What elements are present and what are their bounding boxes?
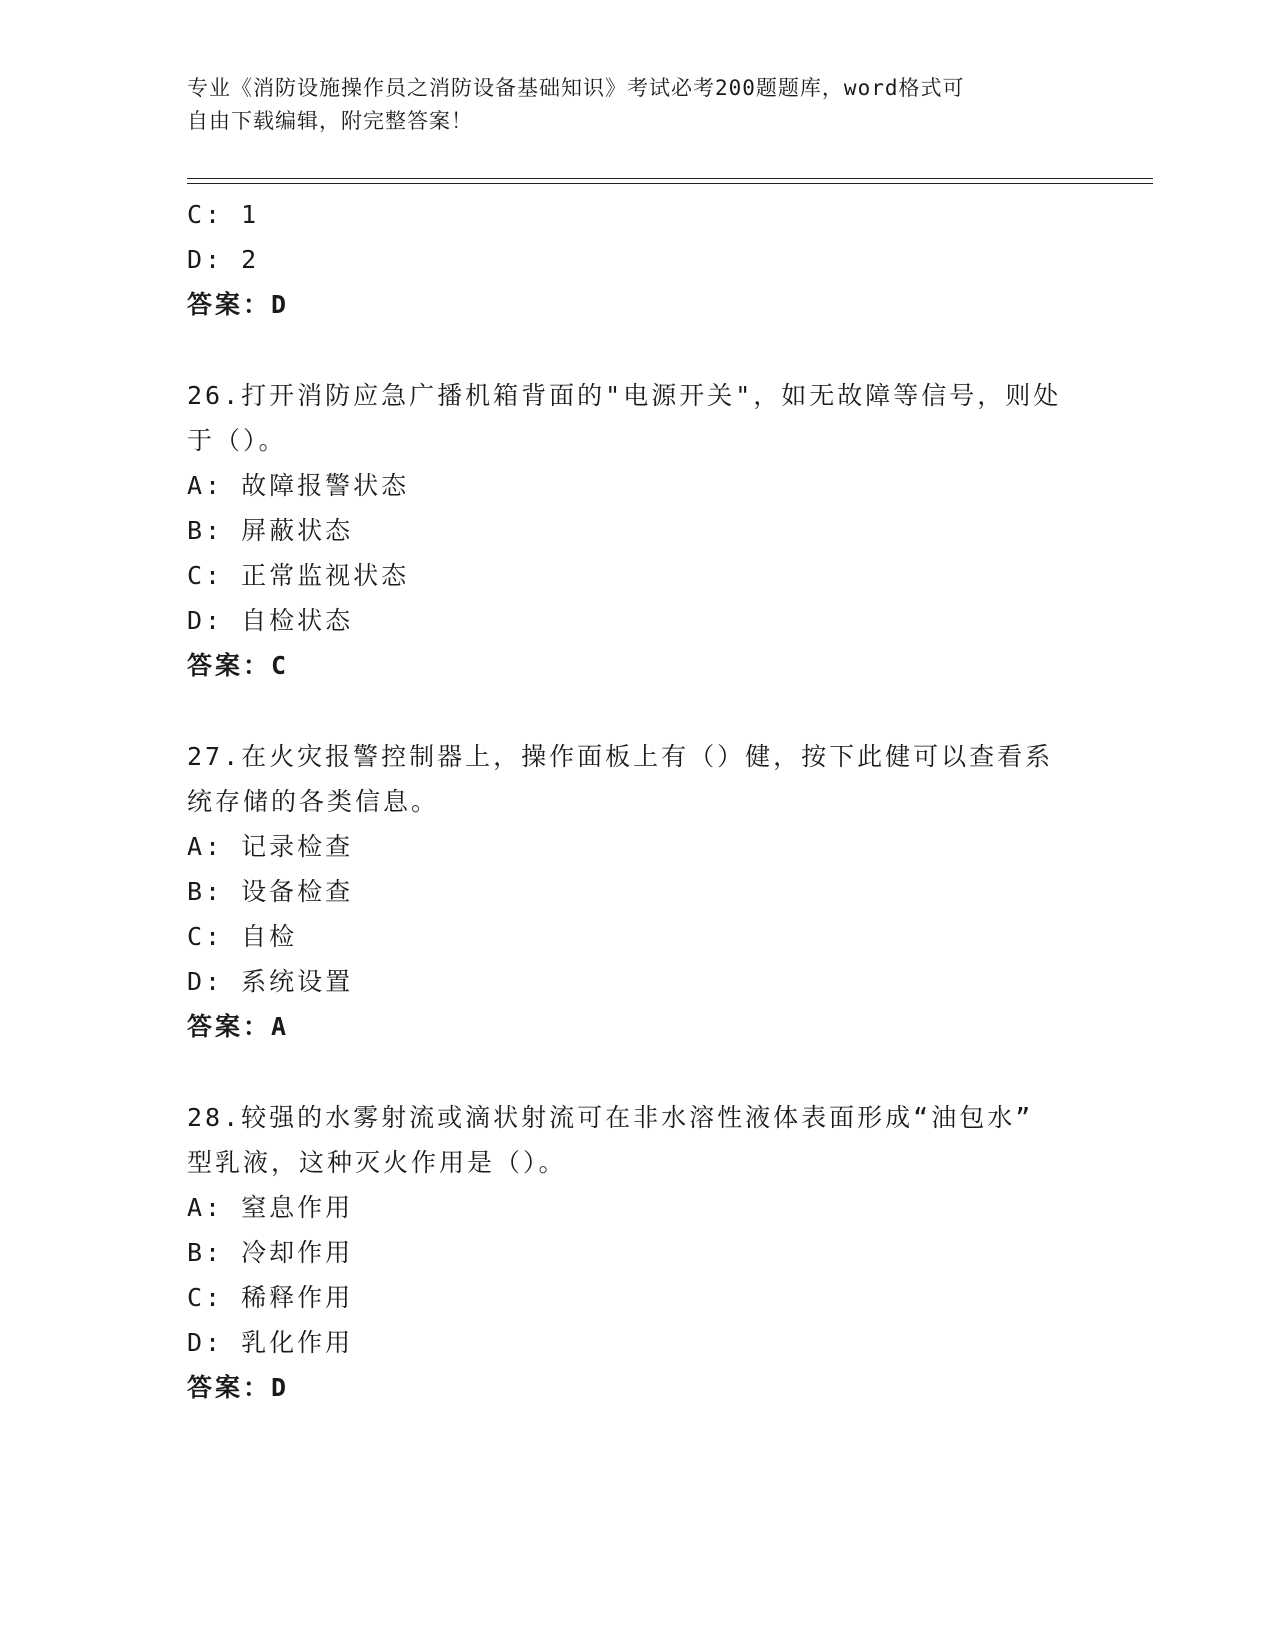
option-b: B: 设备检查 (187, 877, 354, 906)
question-stem: 于（）。 (187, 426, 287, 455)
question-28 (187, 1095, 1087, 1410)
option-c: C: 1 (187, 200, 260, 229)
question-27 (187, 734, 1087, 1049)
spacer (187, 688, 1087, 734)
spacer (187, 1049, 1087, 1095)
spacer (187, 327, 1087, 373)
answer-line: 答案：A (187, 1012, 290, 1041)
question-stem: 统存储的各类信息。 (187, 787, 440, 816)
question-stem: 型乳液，这种灭火作用是（）。 (187, 1148, 567, 1177)
option-c: C: 稀释作用 (187, 1283, 354, 1312)
answer-line: 答案：D (187, 290, 290, 319)
header-divider-bottom (187, 183, 1153, 184)
option-c: C: 自检 (187, 922, 298, 951)
option-b: B: 屏蔽状态 (187, 516, 354, 545)
header-divider-top (187, 178, 1153, 179)
option-d: D: 自检状态 (187, 606, 354, 635)
option-d: D: 乳化作用 (187, 1328, 354, 1357)
answer-line: 答案：C (187, 651, 290, 680)
option-d: D: 系统设置 (187, 967, 354, 996)
question-stem: 27.在火灾报警控制器上，操作面板上有（）健，按下此健可以查看系 (187, 742, 1054, 771)
header-line-2: 自由下载编辑，附完整答案！ (187, 109, 473, 133)
question-26 (187, 373, 1087, 688)
document-header (187, 72, 1067, 138)
question-stem: 26.打开消防应急广播机箱背面的"电源开关"，如无故障等信号，则处 (187, 381, 1062, 410)
option-a: A: 记录检查 (187, 832, 354, 861)
option-a: A: 故障报警状态 (187, 471, 410, 500)
question-stem: 28.较强的水雾射流或滴状射流可在非水溶性液体表面形成“油包水” (187, 1103, 1034, 1132)
answer-line: 答案：D (187, 1373, 290, 1402)
document-body (187, 192, 1087, 1410)
option-d: D: 2 (187, 245, 260, 274)
option-a: A: 窒息作用 (187, 1193, 354, 1222)
option-c: C: 正常监视状态 (187, 561, 410, 590)
header-line-1: 专业《消防设施操作员之消防设备基础知识》考试必考200题题库，word格式可 (187, 76, 965, 100)
option-b: B: 冷却作用 (187, 1238, 354, 1267)
question-25-tail (187, 192, 1087, 327)
